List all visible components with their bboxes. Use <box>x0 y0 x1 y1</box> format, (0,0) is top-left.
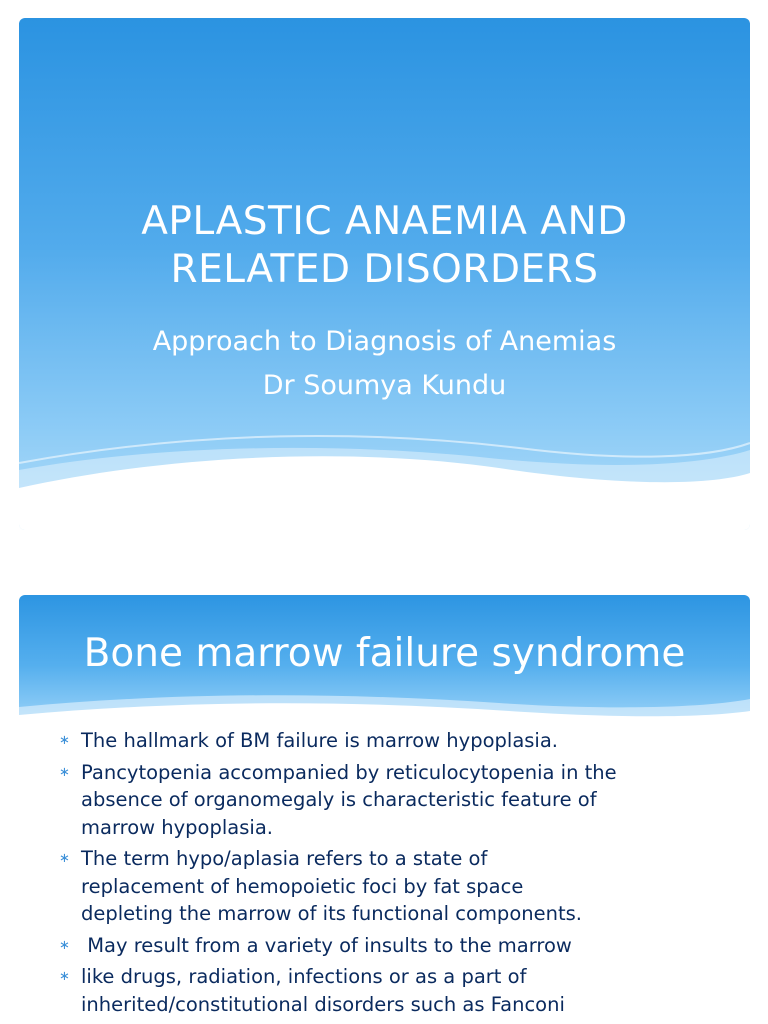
bullet-text-line: The hallmark of BM failure is marrow hypoplasia. <box>81 729 558 752</box>
bullet-text-line: absence of organomegaly is characteristic feature of <box>81 788 597 811</box>
slide-title-line-2: RELATED DISORDERS <box>170 247 599 292</box>
title-slide <box>19 18 750 530</box>
list-item <box>59 759 741 842</box>
list-item <box>59 845 741 928</box>
bullet-icon: ∗ <box>59 937 70 953</box>
bullet-icon: ∗ <box>59 969 70 984</box>
slide-title <box>19 198 750 294</box>
content-slide-title: Bone marrow failure syndrome <box>83 631 686 676</box>
bullet-icon: ∗ <box>59 733 70 748</box>
bullet-text-line: inherited/constitutional disorders such as Fanconi <box>81 992 565 1016</box>
bullet-text-line: The term hypo/aplasia refers to a state of <box>81 847 488 870</box>
bullet-icon: ∗ <box>59 764 70 780</box>
slide-title-line-1: APLASTIC ANAEMIA AND <box>141 199 628 244</box>
content-slide <box>19 595 750 1024</box>
bullet-list <box>59 727 741 1022</box>
bullet-icon: ∗ <box>59 851 70 866</box>
bullet-text-line: like drugs, radiation, infections or as a part of <box>81 965 527 988</box>
bullet-text-line: replacement of hemopoietic foci by fat space <box>81 874 524 898</box>
list-item <box>59 963 741 1018</box>
bullet-text-line: depleting the marrow of its functional components. <box>81 902 582 925</box>
subtitle-line-1: Approach to Diagnosis of Anemias <box>152 326 617 357</box>
list-item <box>59 932 741 960</box>
slide-subtitle <box>19 320 750 408</box>
list-item <box>59 727 741 755</box>
bullet-text-line: Pancytopenia accompanied by reticulocytopenia in the <box>81 760 617 784</box>
bullet-text-line: marrow hypoplasia. <box>81 815 273 839</box>
bullet-text-line: May result from a variety of insults to the marrow <box>81 933 572 957</box>
content-slide-header <box>19 595 750 723</box>
subtitle-line-2: Dr Soumya Kundu <box>262 370 507 401</box>
